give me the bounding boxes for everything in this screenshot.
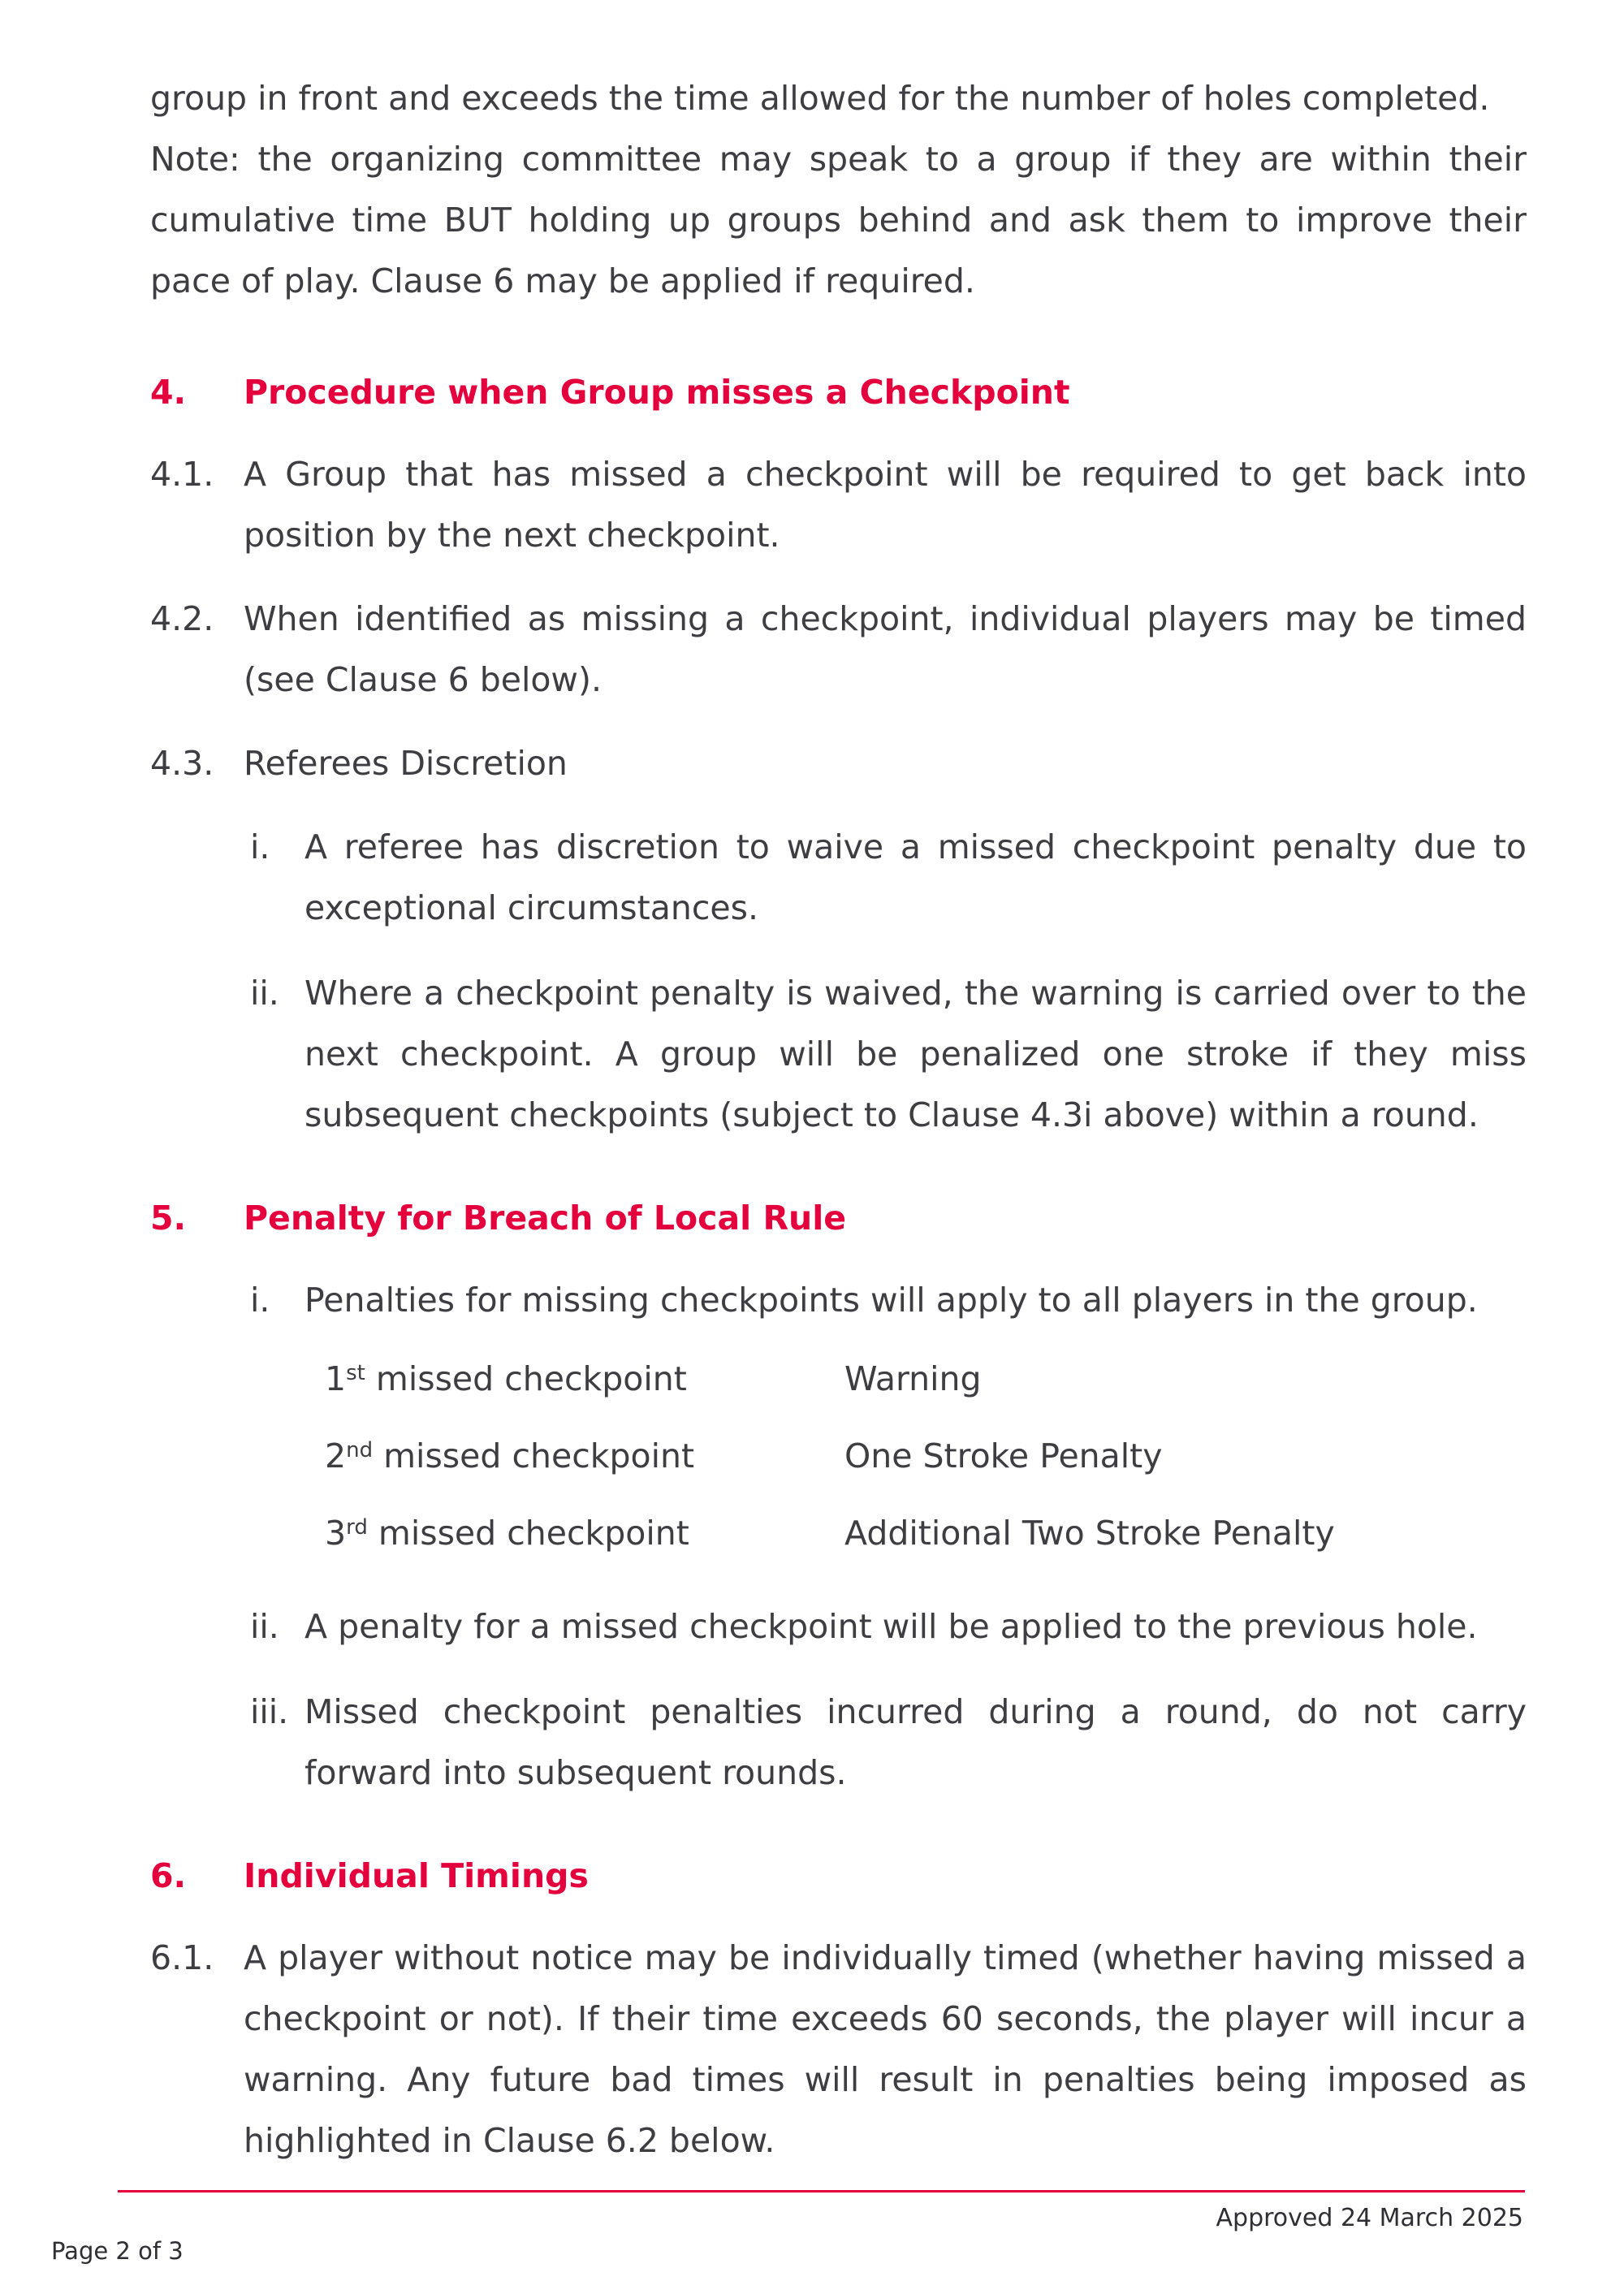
subclause-text: Where a checkpoint penalty is waived, the warning is carried over to the next checkpoint. A group will be penalized one stroke if they miss subsequent checkpoints (subject to Clause 4.3i above) within a round. xyxy=(304,974,1527,1134)
penalty-checkpoint-label xyxy=(325,1426,844,1492)
subclause-number: i. xyxy=(250,827,270,866)
clause-6-1 xyxy=(150,1928,1527,2171)
clause-text: A player without notice may be individually timed (whether having missed a checkpoint or not). If their time exceeds 60 seconds, the player will incur a warning. Any future bad times will result in penalties being imposed as highlighted in Clause 6.2 below. xyxy=(244,1938,1527,2160)
footer-divider xyxy=(118,2190,1525,2192)
penalty-checkpoint-label xyxy=(325,1503,844,1569)
page-number: Page 2 of 3 xyxy=(51,2237,184,2265)
label: missed checkpoint xyxy=(365,1359,687,1398)
subclause-text: Missed checkpoint penalties incurred during a round, do not carry forward into subsequent rounds. xyxy=(304,1692,1527,1792)
subclause-5-iii xyxy=(250,1682,1527,1804)
clause-4-1 xyxy=(150,444,1527,566)
ordinal-suffix: nd xyxy=(346,1438,374,1462)
subclause-text: A referee has discretion to waive a missed checkpoint penalty due to exceptional circumstances. xyxy=(304,827,1527,927)
penalty-value: Warning xyxy=(844,1359,982,1398)
subclause-5-ii xyxy=(250,1596,1527,1657)
label: missed checkpoint xyxy=(373,1436,695,1475)
subclause-text: A penalty for a missed checkpoint will be applied to the previous hole. xyxy=(304,1607,1478,1646)
section-4-heading xyxy=(150,362,1527,423)
penalty-checkpoint-label xyxy=(325,1349,844,1415)
section-5-heading xyxy=(150,1188,1527,1249)
subclause-number: iii. xyxy=(250,1692,289,1731)
section-title: Procedure when Group misses a Checkpoint xyxy=(244,373,1070,412)
subclause-number: i. xyxy=(250,1281,270,1320)
clause-text: A Group that has missed a checkpoint will be required to get back into position by the next checkpoint. xyxy=(244,455,1527,555)
ordinal: 2 xyxy=(325,1436,347,1475)
penalty-table-row xyxy=(325,1503,1527,1569)
clause-number: 6.1. xyxy=(150,1938,214,1977)
subclause-5-i xyxy=(250,1270,1527,1331)
subclause-number: ii. xyxy=(250,1607,279,1646)
section-number: 6. xyxy=(150,1856,187,1895)
subclause-text: Penalties for missing checkpoints will apply to all players in the group. xyxy=(304,1281,1478,1320)
clause-4-2 xyxy=(150,589,1527,711)
subclause-4-3-i xyxy=(250,817,1527,939)
penalty-table-row xyxy=(325,1426,1527,1492)
section-number: 5. xyxy=(150,1199,187,1238)
ordinal-suffix: st xyxy=(346,1361,365,1385)
subclause-4-3-ii xyxy=(250,963,1527,1146)
intro-block xyxy=(150,68,1527,312)
section-title: Individual Timings xyxy=(244,1856,589,1895)
clause-number: 4.2. xyxy=(150,599,214,638)
ordinal-suffix: rd xyxy=(346,1515,368,1540)
ordinal: 3 xyxy=(325,1514,347,1553)
clause-number: 4.1. xyxy=(150,455,214,494)
penalty-table-row xyxy=(325,1349,1527,1415)
paragraph-note: Note: the organizing committee may speak to a group if they are within their cumulative time BUT holding up groups behind and ask them to improve their pace of play. Clause 6 may be applied if required. xyxy=(150,140,1527,300)
clause-text: Referees Discretion xyxy=(244,744,568,783)
penalty-value: One Stroke Penalty xyxy=(844,1436,1163,1475)
clause-number: 4.3. xyxy=(150,744,214,783)
paragraph-continuation: group in front and exceeds the time allowed for the number of holes completed. xyxy=(150,79,1490,118)
subclause-number: ii. xyxy=(250,974,279,1013)
approval-date: Approved 24 March 2025 xyxy=(1216,2204,1523,2232)
clause-4-3 xyxy=(150,733,1527,794)
section-title: Penalty for Breach of Local Rule xyxy=(244,1199,847,1238)
section-6-heading xyxy=(150,1846,1527,1907)
penalty-value: Additional Two Stroke Penalty xyxy=(844,1514,1335,1553)
label: missed checkpoint xyxy=(367,1514,689,1553)
clause-text: When identified as missing a checkpoint, individual players may be timed (see Clause 6 below). xyxy=(244,599,1527,699)
section-number: 4. xyxy=(150,373,187,412)
ordinal: 1 xyxy=(325,1359,347,1398)
